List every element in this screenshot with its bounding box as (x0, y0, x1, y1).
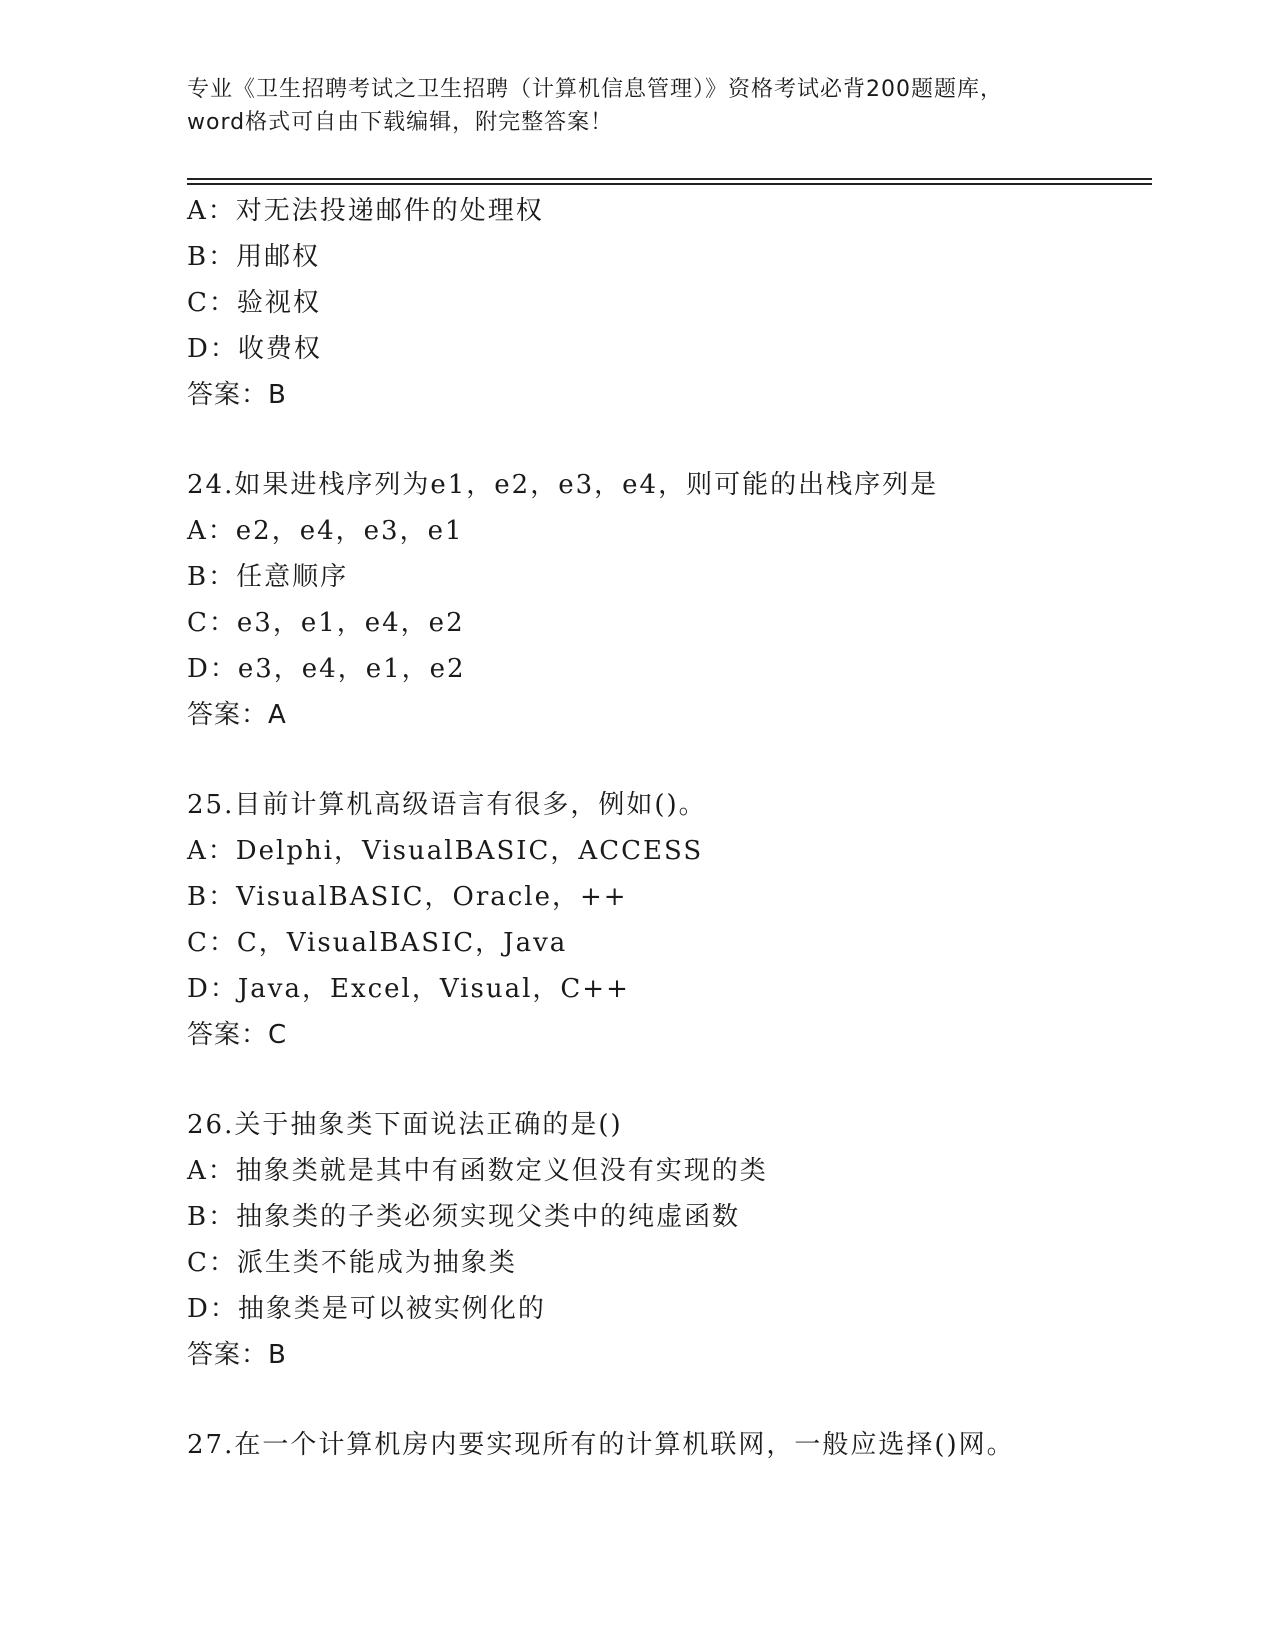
header-divider-top (187, 178, 1152, 180)
header-title-line-2: word格式可自由下载编辑，附完整答案！ (187, 110, 614, 135)
option-b: B：用邮权 (187, 242, 321, 272)
option-b: B：任意顺序 (187, 562, 349, 592)
question-text: 25.目前计算机高级语言有很多，例如()。 (187, 790, 707, 820)
option-d: D：e3，e4，e1，e2 (187, 654, 466, 684)
option-a: A：对无法投递邮件的处理权 (187, 196, 544, 226)
question-24 (187, 462, 1147, 738)
question-27 (187, 1422, 1147, 1468)
option-a: A：e2，e4，e3，e1 (187, 516, 464, 546)
question-26 (187, 1102, 1147, 1378)
option-a: A：Delphi，VisualBASIC，ACCESS (187, 836, 704, 866)
option-d: D：收费权 (187, 334, 322, 364)
document-header (187, 73, 1087, 139)
answer-line: 答案：A (187, 700, 287, 730)
option-c: C：派生类不能成为抽象类 (187, 1248, 517, 1278)
option-d: D：抽象类是可以被实例化的 (187, 1294, 546, 1324)
question-23-continued (187, 188, 1147, 418)
answer-line: 答案：B (187, 380, 287, 410)
option-c: C：C，VisualBASIC，Java (187, 928, 568, 958)
question-text: 27.在一个计算机房内要实现所有的计算机联网，一般应选择()网。 (187, 1430, 1015, 1460)
option-b: B：VisualBASIC，Oracle，++ (187, 882, 628, 912)
question-list (187, 188, 1147, 1468)
option-b: B：抽象类的子类必须实现父类中的纯虚函数 (187, 1202, 741, 1232)
answer-line: 答案：B (187, 1340, 287, 1370)
header-divider-bottom (187, 183, 1152, 185)
answer-line: 答案：C (187, 1020, 288, 1050)
option-a: A：抽象类就是其中有函数定义但没有实现的类 (187, 1156, 768, 1186)
question-25 (187, 782, 1147, 1058)
question-text: 24.如果进栈序列为e1，e2，e3，e4，则可能的出栈序列是 (187, 470, 939, 500)
option-c: C：验视权 (187, 288, 321, 318)
option-c: C：e3，e1，e4，e2 (187, 608, 465, 638)
header-title-line-1: 专业《卫生招聘考试之卫生招聘（计算机信息管理）》资格考试必背200题题库， (187, 77, 1003, 102)
question-text: 26.关于抽象类下面说法正确的是() (187, 1110, 623, 1140)
option-d: D：Java，Excel，Visual，C++ (187, 974, 630, 1004)
